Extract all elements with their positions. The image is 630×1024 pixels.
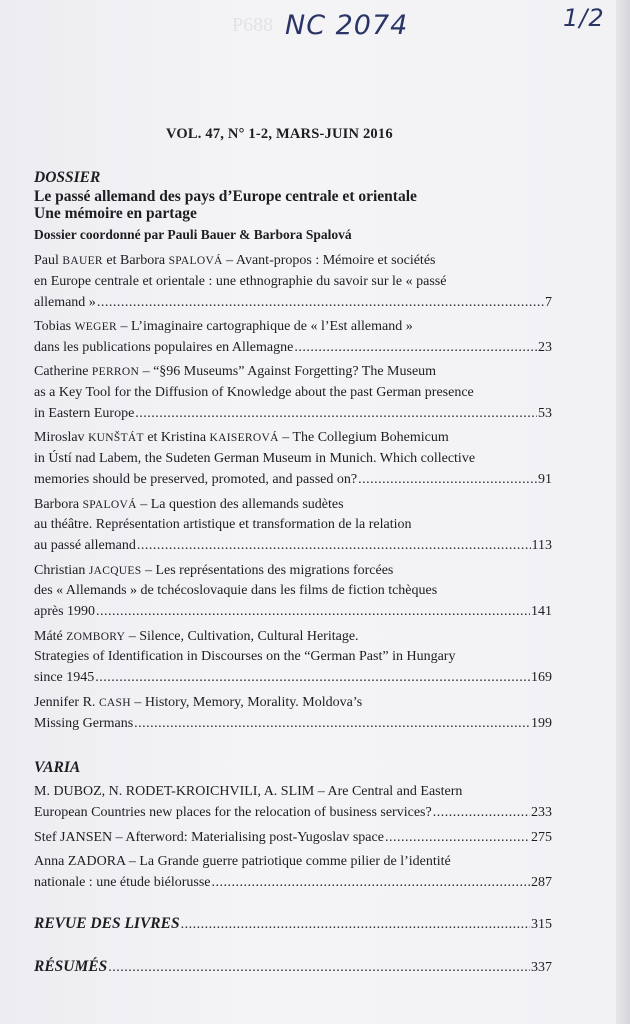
leader-dots	[137, 536, 531, 557]
entry-last-line	[34, 714, 552, 735]
entry-title: – The Collegium Bohemicum	[278, 430, 449, 446]
entry-line	[34, 362, 552, 383]
entry-text: European Countries new places for the relocation of business services?	[34, 805, 432, 821]
author-surname: ZOMBORY	[66, 630, 126, 643]
entry-line: en Europe centrale et orientale : une ethnographie du savoir sur le « passé	[34, 273, 447, 289]
entry-line	[34, 428, 552, 449]
page-number: 315	[531, 916, 552, 932]
handwritten-fraction: 1/2	[563, 4, 605, 32]
toc-entry	[34, 362, 552, 424]
resumes-entry	[34, 957, 552, 979]
author-surname: PERRON	[91, 366, 140, 379]
entry-last-line	[34, 668, 552, 689]
entry-text: après 1990	[34, 604, 96, 620]
entry-last-line	[34, 404, 552, 425]
page-number: 113	[531, 538, 552, 554]
page-number: 199	[531, 715, 552, 731]
page-number: 53	[538, 405, 552, 421]
toc-entry	[34, 828, 552, 849]
dossier-heading: DOSSIER	[34, 169, 101, 186]
table-of-contents	[34, 168, 552, 982]
author-first-name: Christian	[34, 562, 89, 578]
entry-line	[34, 251, 552, 272]
toc-entry	[34, 495, 552, 557]
entry-line: Strategies of Identification in Discourses on the “German Past” in Hungary	[34, 649, 456, 665]
page-number: 337	[531, 959, 552, 975]
leader-dots	[294, 338, 537, 359]
toc-entry	[34, 782, 552, 824]
entry-last-line	[34, 293, 552, 314]
leader-dots	[358, 470, 537, 491]
author-surname: KUNŠTÁT	[88, 432, 144, 445]
leader-dots	[433, 803, 530, 824]
author-surname: JACQUES	[88, 564, 142, 577]
entry-title: – “§96 Museums” Against Forgetting? The Museum	[139, 364, 437, 380]
entry-text: allemand »	[34, 294, 96, 310]
author-surname: WEGER	[74, 321, 118, 334]
dossier-coordinators: Dossier coordonné par Pauli Bauer & Barbora Spalová	[34, 227, 352, 242]
entry-last-line	[34, 873, 552, 894]
author-surname: BAUER	[62, 255, 103, 267]
entry-line	[34, 317, 552, 338]
page-number: 275	[531, 829, 552, 845]
dossier-title-line-2: Une mémoire en partage	[34, 205, 197, 222]
entry-last-line	[34, 338, 552, 359]
entry-title: – Avant-propos : Mémoire et sociétés	[222, 253, 436, 268]
page-edge	[616, 0, 630, 1024]
page-number: 169	[531, 670, 552, 686]
entry-last-line	[34, 536, 552, 557]
author-surname: KAISEROVÁ	[209, 432, 279, 445]
page-number: 233	[531, 805, 552, 821]
entry-line: M. DUBOZ, N. RODET-KROICHVILI, A. SLIM – Are Central and Eastern	[34, 784, 463, 800]
entry-text: Missing Germans	[34, 715, 134, 731]
author-surname: CASH	[98, 696, 131, 709]
entry-last-line	[34, 828, 552, 849]
entry-text: in Eastern Europe	[34, 405, 135, 421]
entry-text: au passé allemand	[34, 538, 136, 554]
dossier-entries	[34, 251, 552, 734]
leader-dots	[134, 714, 530, 735]
author-surname: SPALOVÁ	[82, 498, 137, 511]
resumes-label: RÉSUMÉS	[34, 957, 108, 975]
author-connector: et Barbora	[102, 253, 169, 268]
author-surname: SPALOVÁ	[168, 255, 223, 267]
page-number: 23	[538, 339, 552, 355]
leader-dots	[96, 602, 530, 623]
page-number: 141	[531, 604, 552, 620]
entry-title: – Les représentations des migrations forcées	[141, 562, 394, 578]
entry-title: – Silence, Cultivation, Cultural Heritage.	[125, 628, 359, 644]
author-first-name: Catherine	[34, 364, 92, 380]
entry-line: au théâtre. Représentation artistique et transformation de la relation	[34, 517, 412, 533]
leader-dots	[108, 958, 530, 979]
entry-text: dans les publications populaires en Allemagne	[34, 339, 294, 355]
author-first-name: Tobias	[34, 319, 75, 335]
page-number: 287	[531, 874, 552, 890]
entry-line: Anna ZADORA – La Grande guerre patriotique comme pilier de l’identité	[34, 854, 451, 870]
page-number: 7	[545, 294, 552, 310]
author-connector: et Kristina	[143, 430, 210, 446]
varia-heading: VARIA	[34, 759, 81, 777]
page-number: 91	[538, 472, 552, 488]
leader-dots	[181, 915, 530, 936]
entry-line	[34, 693, 552, 714]
leader-dots	[212, 873, 531, 894]
author-first-name: Barbora	[34, 496, 83, 512]
toc-entry	[34, 251, 552, 313]
author-first-name: Paul	[34, 253, 63, 268]
entry-line: as a Key Tool for the Diffusion of Knowledge about the past German presence	[34, 385, 474, 401]
entry-line: in Ústí nad Labem, the Sudeten German Museum in Munich. Which collective	[34, 451, 476, 467]
bleed-through-number: P688	[232, 14, 274, 36]
author-first-name: Máté	[34, 628, 67, 644]
leader-dots	[385, 828, 530, 849]
toc-entry	[34, 693, 552, 735]
entry-title: – La question des allemands sudètes	[136, 496, 344, 512]
entry-line	[34, 495, 552, 516]
author-first-name: Miroslav	[34, 430, 89, 446]
leader-dots	[135, 404, 537, 425]
entry-text: nationale : une étude biélorusse	[34, 874, 211, 890]
entry-title: – History, Memory, Morality. Moldova’s	[130, 694, 363, 710]
toc-entry	[34, 317, 552, 359]
handwritten-code: NC 2074	[285, 10, 409, 41]
entry-title: – L’imaginaire cartographique de « l’Est allemand »	[117, 319, 413, 335]
leader-dots	[97, 293, 544, 314]
volume-header: VOL. 47, N° 1-2, MARS-JUIN 2016	[166, 126, 393, 142]
varia-entries	[34, 782, 552, 893]
leader-dots	[95, 668, 530, 689]
toc-entry	[34, 627, 552, 689]
toc-entry	[34, 852, 552, 894]
author-first-name: Jennifer R.	[34, 694, 99, 710]
entry-line	[34, 561, 552, 582]
entry-last-line	[34, 470, 552, 491]
entry-line	[34, 627, 552, 648]
entry-text: memories should be preserved, promoted, and passed on?	[34, 472, 358, 488]
entry-text: Stef JANSEN – Afterword: Materialising post-Yugoslav space	[34, 829, 384, 845]
toc-entry	[34, 428, 552, 490]
revue-label: REVUE DES LIVRES	[34, 914, 180, 932]
entry-last-line	[34, 602, 552, 623]
toc-entry	[34, 561, 552, 623]
dossier-title-line-1: Le passé allemand des pays d’Europe centrale et orientale	[34, 188, 417, 205]
entry-line: des « Allemands » de tchécoslovaquie dans les films de fiction tchèques	[34, 583, 438, 599]
revue-des-livres-entry	[34, 914, 552, 936]
entry-last-line	[34, 803, 552, 824]
entry-text: since 1945	[34, 670, 95, 686]
